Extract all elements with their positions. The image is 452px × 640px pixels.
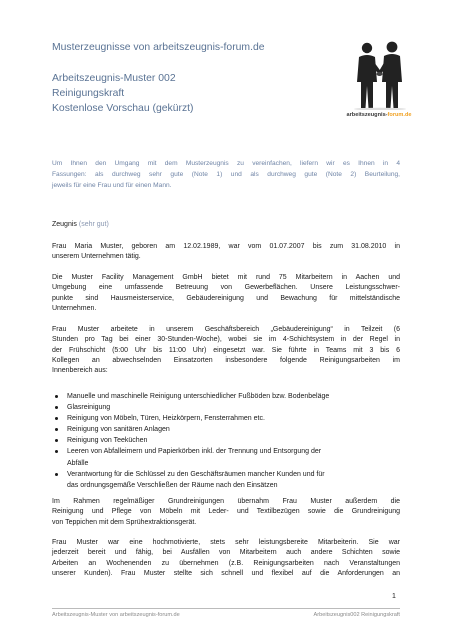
zeugnis-label: Zeugnis [52,221,77,228]
list-item-continuation: das ordnungsgemäße Verschließen der Räume nach den Einsätzen [67,481,278,489]
paragraph-line: Arbeiten an Wochenenden zu übernehmen (z.B. Reinigungsarbeiten nach Veranstaltungen [52,559,400,567]
paragraph-company [52,273,400,314]
paragraph-line: Frau Maria Muster, geboren am 12.02.1989, war vom 01.07.2007 bis zum 31.08.2010 in [52,243,400,250]
paragraph-motivation [52,538,400,579]
bullet-icon [55,473,58,476]
paragraph-line: Innenbereich aus: [52,367,108,375]
list-item: Glasreinigung [52,402,400,413]
subtitle-template-number: Arbeitszeugnis-Muster 002 [52,73,176,84]
list-item: Reinigung von sanitären Anlagen [52,424,400,435]
subtitle-job-title: Reinigungskraft [52,88,125,99]
paragraph-line: Die Muster Facility Management GmbH bietet mit rund 75 Mitarbeitern in Aachen und [52,274,400,281]
zeugnis-heading [52,220,109,230]
intro-line: Fassungen: als durchweg sehr gute (Note 1) und als durchweg gute (Note 2) Beurteilung, [52,170,400,178]
paragraph-line: Frau Muster arbeitete in unserem Geschäftsbereich „Gebäudereinigung“ in Teilzeit (6 [52,326,400,333]
paragraph-line: Im Rahmen regelmäßiger Grundreinigungen übernahm Frau Muster außerdem die [52,498,400,505]
paragraph-line: Frau Muster war eine hochmotivierte, stets sehr leistungsbereite Mitarbeiterin. Sie war [52,539,400,546]
bullet-icon [55,395,58,398]
bullet-icon [55,406,58,409]
task-list [52,391,400,491]
document-title: Musterzeugnisse von arbeitszeugnis-forum.de [52,42,265,53]
paragraph-line: jederzeit bereit und fähig, bei Ausfällen von Mitarbeitern auch andere Schichten sowie [52,549,400,557]
list-item-continuation: Abfälle [67,459,89,467]
paragraph-line: Umgebung eine umfassende Betreuung von Gewerbeflächen. Unsere Leistungsschwer- [52,284,400,292]
bullet-icon [55,439,58,442]
footer-left-text: Arbeitszeugnis-Muster von arbeitszeugnis-forum.de [52,612,180,618]
paragraph-employment [52,242,400,263]
paragraph-line: unserer Kunden). Frau Muster stellte sich schnell und flexibel auf die Anforderungen an [52,569,400,577]
list-item: Leeren von Abfalleimern und Papierkörben inkl. der Trennung und Entsorgung der [52,446,400,457]
paragraph-line: Unternehmen. [52,304,97,312]
site-logo [340,40,418,122]
intro-line: jeweils für eine Frau und für einen Mann. [52,181,172,189]
bullet-icon [55,428,58,431]
paragraph-line: Stunden pro Tag bei einer 30-Stunden-Woche), wobei sie im 4-Schichtsystem in der Regel in [52,336,400,344]
bullet-icon [55,417,58,420]
intro-paragraph [52,159,400,191]
paragraph-line: Reinigung und Pflege von Möbeln mit Leder- und Textilbezügen sowie die Grundreinigung [52,508,400,516]
paragraph-line: unserem Unternehmen tätig. [52,253,141,261]
footer-divider [52,608,400,609]
list-item: Reinigung von Teeküchen [52,435,400,446]
list-item: Reinigung von Möbeln, Türen, Heizkörpern, Fensterrahmen etc. [52,413,400,424]
footer-right-text: Arbeitszeugnis002 Reinigungskraft [313,612,400,618]
paragraph-line: von Teppichen mit dem Sprühextraktionsgerät. [52,518,197,526]
logo-wordmark [340,111,418,119]
bullet-icon [55,450,58,453]
paragraph-line: der Frühschicht (5:00 Uhr bis 11:00 Uhr) eingesetzt war. Sie führte in Teams mit 3 bis 6 [52,346,400,354]
logo-text-part-b: forum.de [387,112,412,118]
paragraph-duties-intro [52,325,400,376]
logo-text-part-a: arbeitszeugnis- [346,112,388,118]
subtitle-preview-note: Kostenlose Vorschau (gekürzt) [52,103,194,114]
paragraph-line: punkte sind Hausmeisterservice, Gebäudereinigung und Bewachung für mittelständische [52,294,400,302]
list-item: Manuelle und maschinelle Reinigung unterschiedlicher Fußböden bzw. Bodenbeläge [52,391,400,402]
paragraph-basic-cleaning [52,497,400,528]
list-item: Verantwortung für die Schlüssel zu den Geschäftsräumen mancher Kunden und für [52,469,400,480]
grade-note: (sehr gut) [78,221,109,228]
intro-line: Um Ihnen den Umgang mit dem Musterzeugnis zu vereinfachen, liefern wir es Ihnen in 4 [52,160,400,167]
two-businessmen-handshake-icon [340,40,418,110]
paragraph-line: Kollegen an abwechselnden Einsatzorten insbesondere folgende Reinigungsarbeiten im [52,356,400,364]
page-number: 1 [392,593,396,600]
